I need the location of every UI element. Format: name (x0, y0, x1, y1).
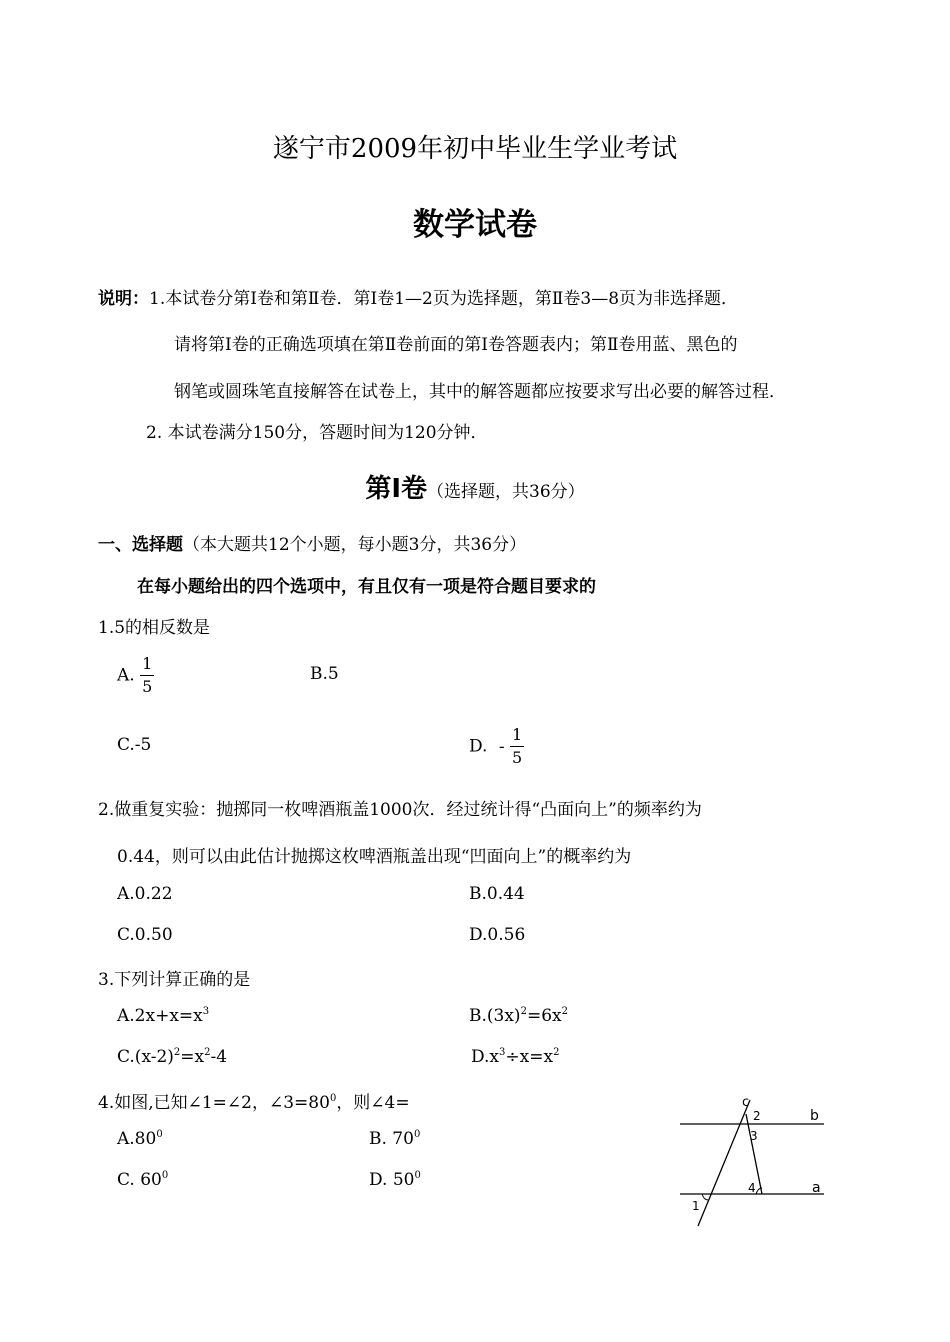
q4-b-text: B. 70 (369, 1129, 414, 1149)
exam-subtitle: 数学试卷 (413, 207, 537, 243)
q3-c-exponent-1: 2 (173, 1047, 181, 1058)
q1-a-fraction (140, 656, 154, 695)
label-2: 2 (753, 1109, 761, 1123)
q4-d-degree: 0 (414, 1170, 421, 1181)
label-a: a (812, 1180, 821, 1196)
q4-stem-text: 4.如图,已知∠1=∠2，∠3=80 (98, 1093, 330, 1113)
q4-stem-degree: 0 (329, 1093, 337, 1104)
q2-option-c: C.0.50 (117, 925, 173, 945)
section-1-title: 一、选择题 (98, 535, 183, 555)
q3-stem: 3.下列计算正确的是 (98, 970, 251, 990)
instructions-line-2: 请将第Ⅰ卷的正确选项填在第Ⅱ卷前面的第Ⅰ卷答题表内；第Ⅱ卷用蓝、黑色的 (174, 335, 738, 355)
q2-stem-line-1: 2.做重复实验：抛掷同一枚啤酒瓶盖1000次．经过统计得“凸面向上”的频率约为 (98, 800, 702, 820)
q3-b-exponent-2: 2 (561, 1006, 568, 1017)
part-1-heading (0, 468, 950, 505)
q3-d-exponent-2: 2 (553, 1047, 560, 1058)
label-4: 4 (748, 1181, 756, 1195)
section-1-heading (98, 530, 526, 555)
q1-d-label: D. (469, 736, 488, 757)
q4-c-degree: 0 (161, 1170, 169, 1181)
q4-option-a (117, 1129, 163, 1149)
q4-a-degree: 0 (156, 1129, 163, 1140)
q1-a-denominator: 5 (142, 677, 153, 696)
q2-stem-line-2: 0.44，则可以由此估计抛掷这枚啤酒瓶盖出现“凹面向上”的概率约为 (117, 847, 632, 867)
part-1-note: （选择题，共36分） (427, 482, 585, 502)
q4-option-b (369, 1129, 420, 1149)
q2-option-b: B.0.44 (469, 884, 525, 904)
q3-b-exponent-1: 2 (520, 1006, 527, 1017)
line-c (698, 1100, 750, 1226)
instructions-block (98, 284, 738, 309)
label-3: 3 (750, 1129, 758, 1143)
angle-1-arc (702, 1194, 708, 1200)
q4-c-text: C. 60 (117, 1170, 162, 1190)
q3-d-mid: ÷x=x (505, 1047, 554, 1067)
q3-d-text: D.x (471, 1047, 500, 1067)
q1-d-fraction (510, 727, 524, 766)
part-1-title: 第Ⅰ卷 (365, 474, 428, 504)
q3-d-exponent-1: 3 (499, 1047, 506, 1058)
q1-option-a (117, 656, 154, 695)
q3-a-text: A.2x+x=x (117, 1006, 203, 1026)
label-c: c (742, 1095, 750, 1110)
q3-b-text: B.(3x) (469, 1006, 521, 1026)
instructions-line-4: 2. 本试卷满分150分，答题时间为120分钟． (146, 423, 488, 443)
label-b: b (810, 1108, 819, 1124)
q3-b-mid: =6x (526, 1006, 562, 1026)
q3-c-text: C.(x-2) (117, 1047, 174, 1067)
q3-option-c (117, 1047, 227, 1067)
section-1-note: （本大题共12个小题，每小题3分，共36分） (183, 535, 527, 555)
q1-d-sign: - (498, 736, 505, 757)
instructions-line-3: 钢笔或圆珠笔直接解答在试卷上，其中的解答题都应按要求写出必要的解答过程． (174, 382, 786, 402)
q4-option-d (369, 1170, 421, 1190)
instructions-line-1: 1.本试卷分第Ⅰ卷和第Ⅱ卷．第Ⅰ卷1—2页为选择题，第Ⅱ卷3—8页为非选择题． (149, 289, 739, 309)
q1-stem: 1.5的相反数是 (98, 618, 211, 638)
q1-a-label: A. (117, 665, 135, 686)
label-1: 1 (692, 1199, 700, 1213)
q4-d-text: D. 50 (369, 1170, 415, 1190)
q4-stem-post: ，则∠4= (336, 1093, 410, 1113)
q4-b-degree: 0 (413, 1129, 421, 1140)
q3-option-d (471, 1047, 559, 1067)
q3-option-a (117, 1006, 209, 1026)
q1-d-denominator: 5 (512, 748, 523, 767)
instructions-label: 说明： (98, 289, 149, 309)
parallel-lines-figure (672, 1092, 842, 1232)
q1-option-c: C.-5 (117, 735, 152, 755)
q3-c-post: -4 (210, 1047, 228, 1067)
q1-option-d (469, 727, 524, 766)
q4-option-c (117, 1170, 168, 1190)
q1-d-numerator: 1 (510, 727, 524, 747)
q3-a-exponent: 3 (202, 1006, 210, 1017)
q4-stem (98, 1088, 410, 1113)
q3-c-exponent-2: 2 (204, 1047, 211, 1058)
exam-title: 遂宁市2009年初中毕业生学业考试 (272, 134, 678, 164)
q1-a-numerator: 1 (140, 656, 154, 676)
q1-option-b: B.5 (310, 664, 339, 684)
q3-option-b (469, 1006, 568, 1026)
section-1-instruction: 在每小题给出的四个选项中，有且仅有一项是符合题目要求的 (137, 577, 596, 597)
q2-option-a: A.0.22 (117, 884, 173, 904)
q3-c-mid: =x (180, 1047, 205, 1067)
q2-option-d: D.0.56 (469, 925, 526, 945)
q4-a-text: A.80 (117, 1129, 157, 1149)
